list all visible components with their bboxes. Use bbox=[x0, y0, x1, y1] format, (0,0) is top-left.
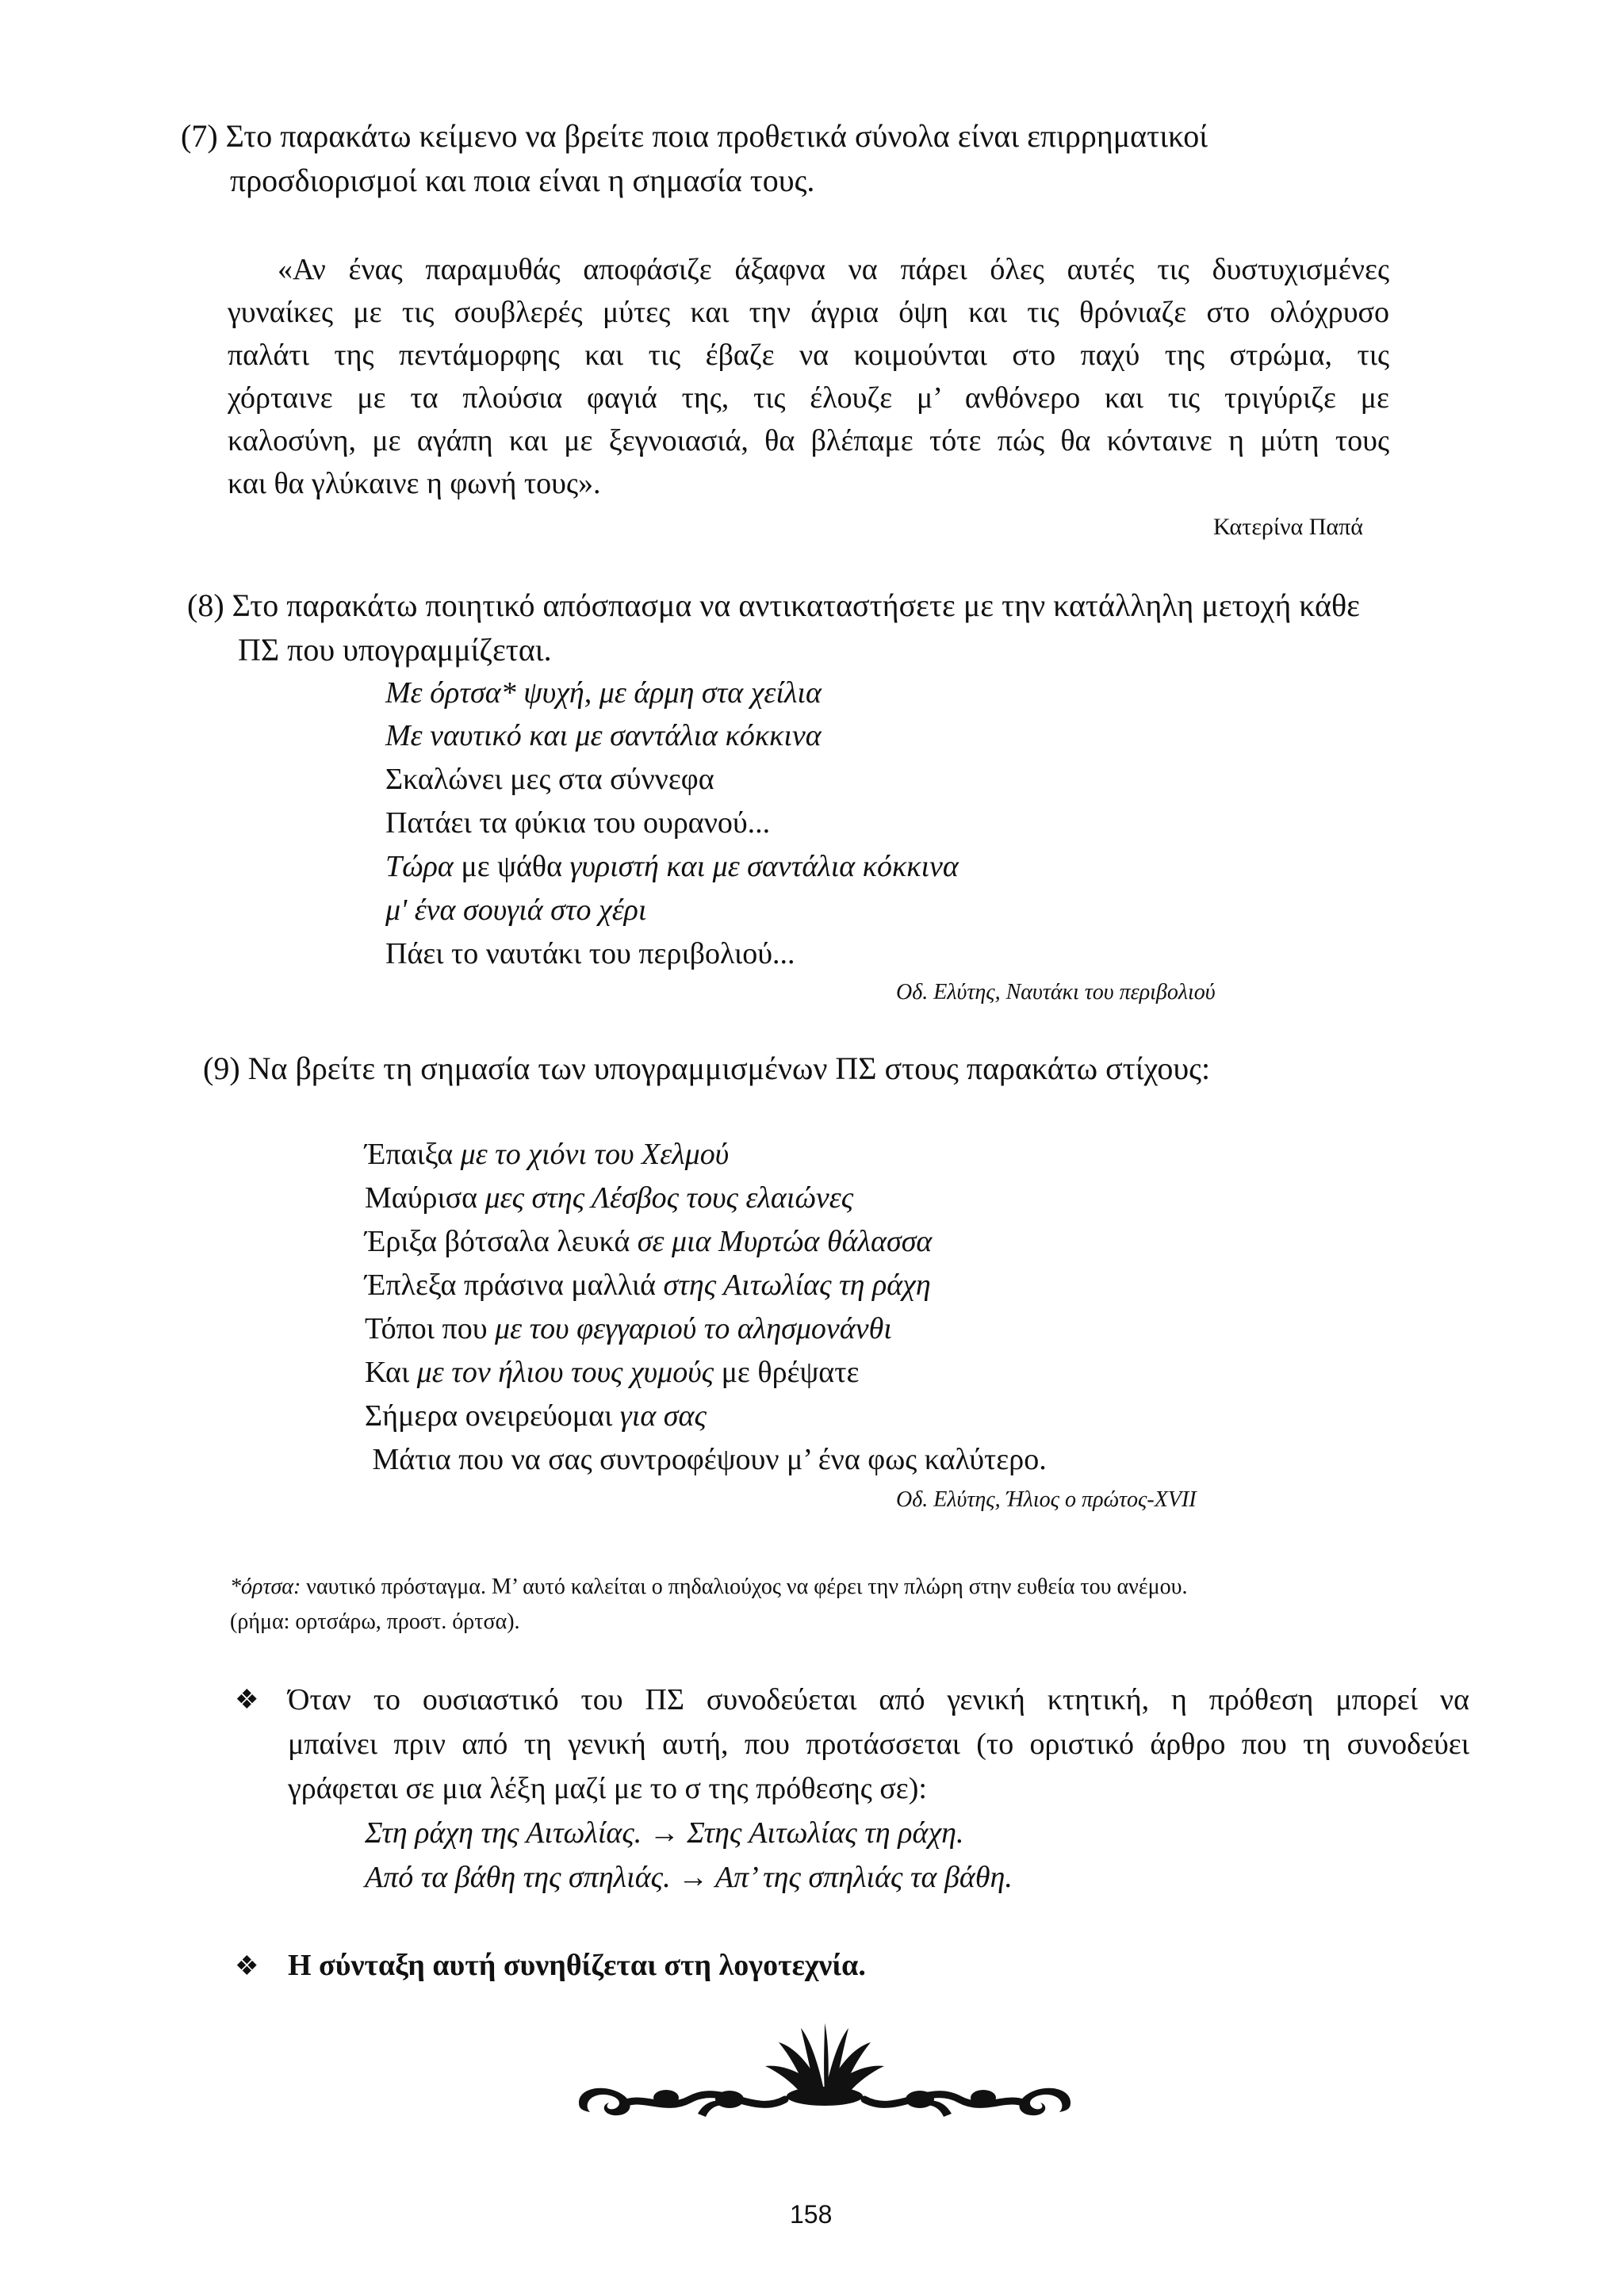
poem-line: Με όρτσα* ψυχή, με άρμη στα χείλια bbox=[385, 676, 822, 710]
passage-line: «Αν ένας παραμυθάς αποφάσιζε άξαφνα να πάρει όλες αυτές τις δυστυχισμένες bbox=[278, 253, 1389, 286]
poem-line bbox=[385, 849, 959, 884]
q7-author: Κατερίνα Παπά bbox=[1213, 514, 1363, 540]
poem-line: μ' ένα σουγιά στο χέρι bbox=[385, 894, 647, 927]
poem-line bbox=[365, 1442, 1047, 1477]
q7-instruction-line2: προσδιορισμοί και ποια είναι η σημασία τους. bbox=[230, 163, 815, 198]
bullet-icon: ❖ bbox=[235, 1952, 259, 1981]
bullet-icon: ❖ bbox=[235, 1686, 259, 1715]
poem-line bbox=[365, 1399, 707, 1433]
poem-line bbox=[365, 1224, 932, 1259]
underlined-phrase: μες στης Λέσβος τους ελαιώνες bbox=[485, 1181, 854, 1215]
poem-fragment: με ψάθα bbox=[453, 850, 570, 883]
note-example: Από τα βάθη της σπηλιάς. → Απ’ της σπηλιάς τα βάθη. bbox=[365, 1861, 1013, 1894]
passage-line: χόρταινε με τα πλούσια φαγιά της, τις έλουζε μ’ ανθόνερο και τις τριγύριζε με bbox=[228, 381, 1389, 415]
q7-instruction-line1: (7) Στο παρακάτω κείμενο να βρείτε ποια προθετικά σύνολα είναι επιρρηματικοί bbox=[181, 118, 1208, 154]
q8-source: Οδ. Ελύτης, Ναυτάκι του περιβολιού bbox=[896, 980, 1216, 1004]
underlined-phrase: στης Αιτωλίας τη ράχη bbox=[663, 1269, 931, 1302]
q8-instruction-line1: (8) Στο παρακάτω ποιητικό απόσπασμα να αντικαταστήσετε με την κατάλληλη μετοχή κάθε bbox=[187, 587, 1360, 623]
note-bold: Η σύνταξη αυτή συνηθίζεται στη λογοτεχνία. bbox=[288, 1949, 866, 1982]
footnote-text: ναυτικό πρόσταγμα. Μ’ αυτό καλείται ο πηδαλιούχος να φέρει την πλώρη στην ευθεία του ανέμου. bbox=[301, 1575, 1188, 1599]
poem-fragment: Σήμερα ονειρεύομαι bbox=[365, 1399, 620, 1433]
poem-fragment: Τόποι που bbox=[365, 1312, 496, 1345]
note-line: Όταν το ουσιαστικό του ΠΣ συνοδεύεται από γενική κτητική, η πρόθεση μπορεί να bbox=[288, 1683, 1469, 1716]
page-number: 158 bbox=[790, 2200, 833, 2229]
q8-instruction-line2: ΠΣ που υπογραμμίζεται. bbox=[238, 632, 552, 668]
underlined-phrase: για σας bbox=[619, 1399, 707, 1433]
passage-line: παλάτι της πεντάμορφης και τις έβαζε να κοιμούνται στο παχύ της στρώμα, τις bbox=[228, 339, 1389, 372]
poem-fragment: Και bbox=[365, 1356, 417, 1389]
ornament-flourish-icon bbox=[571, 2020, 1078, 2123]
poem-line bbox=[365, 1181, 853, 1215]
poem-line bbox=[365, 1268, 931, 1303]
poem-line: Πάει το ναυτάκι του περιβολιού... bbox=[385, 937, 795, 970]
footnote-term: *όρτσα: bbox=[230, 1575, 301, 1599]
poem-fragment: γυριστή και με σαντάλια κόκκινα bbox=[569, 850, 959, 883]
note-example: Στη ράχη της Αιτωλίας. → Στης Αιτωλίας τη ράχη. bbox=[365, 1816, 964, 1850]
note-line: γράφεται σε μια λέξη μαζί με το σ της πρόθεσης σε): bbox=[288, 1772, 927, 1805]
underlined-phrase: σε μια Μυρτώα θάλασσα bbox=[637, 1225, 933, 1258]
poem-fragment: Μαύρισα bbox=[365, 1181, 485, 1215]
poem-fragment: Μάτια που να σας συντροφέψουν μ’ ένα φως καλύτερο. bbox=[365, 1443, 1047, 1476]
poem-fragment: Έπαιξα bbox=[365, 1138, 461, 1171]
underlined-phrase: με του φεγγαριού το αλησμονάνθι bbox=[495, 1312, 892, 1345]
q9-instruction: (9) Να βρείτε τη σημασία των υπογραμμισμένων ΠΣ στους παρακάτω στίχους: bbox=[203, 1050, 1211, 1086]
poem-line: Με ναυτικό και με σαντάλια κόκκινα bbox=[385, 719, 822, 752]
poem-fragment: με θρέψατε bbox=[714, 1356, 860, 1389]
passage-line: καλοσύνη, με αγάπη και με ξεγνοιασιά, θα βλέπαμε τότε πώς θα κόνταινε η μύτη τους bbox=[228, 424, 1389, 457]
poem-fragment: Έριξα βότσαλα λευκά bbox=[365, 1225, 638, 1258]
poem-line: Πατάει τα φύκια του ουρανού... bbox=[385, 806, 771, 840]
underlined-phrase: με το χιόνι του Χελμού bbox=[460, 1138, 730, 1171]
poem-line: Σκαλώνει μες στα σύννεφα bbox=[385, 763, 714, 796]
footnote-line2: (ρήμα: ορτσάρω, προστ. όρτσα). bbox=[230, 1609, 520, 1634]
poem-line bbox=[365, 1311, 892, 1346]
poem-line bbox=[365, 1137, 729, 1172]
q9-source: Οδ. Ελύτης, Ήλιος ο πρώτος-XVII bbox=[896, 1487, 1197, 1512]
passage-line: γυναίκες με τις σουβλερές μύτες και την άγρια όψη και τις θρόνιαζε στο ολόχρυσο bbox=[228, 296, 1389, 329]
poem-fragment: Έπλεξα πράσινα μαλλιά bbox=[365, 1269, 664, 1302]
note-line: μπαίνει πριν από τη γενική αυτή, που προτάσσεται (το οριστικό άρθρο που τη συνοδεύει bbox=[288, 1728, 1469, 1761]
poem-line bbox=[365, 1355, 859, 1390]
underlined-phrase: με τον ήλιου τους χυμούς bbox=[416, 1356, 714, 1389]
poem-fragment: Τώρα bbox=[385, 850, 454, 883]
footnote-line1 bbox=[230, 1575, 1187, 1600]
passage-line: και θα γλύκαινε η φωνή τους». bbox=[228, 467, 601, 500]
